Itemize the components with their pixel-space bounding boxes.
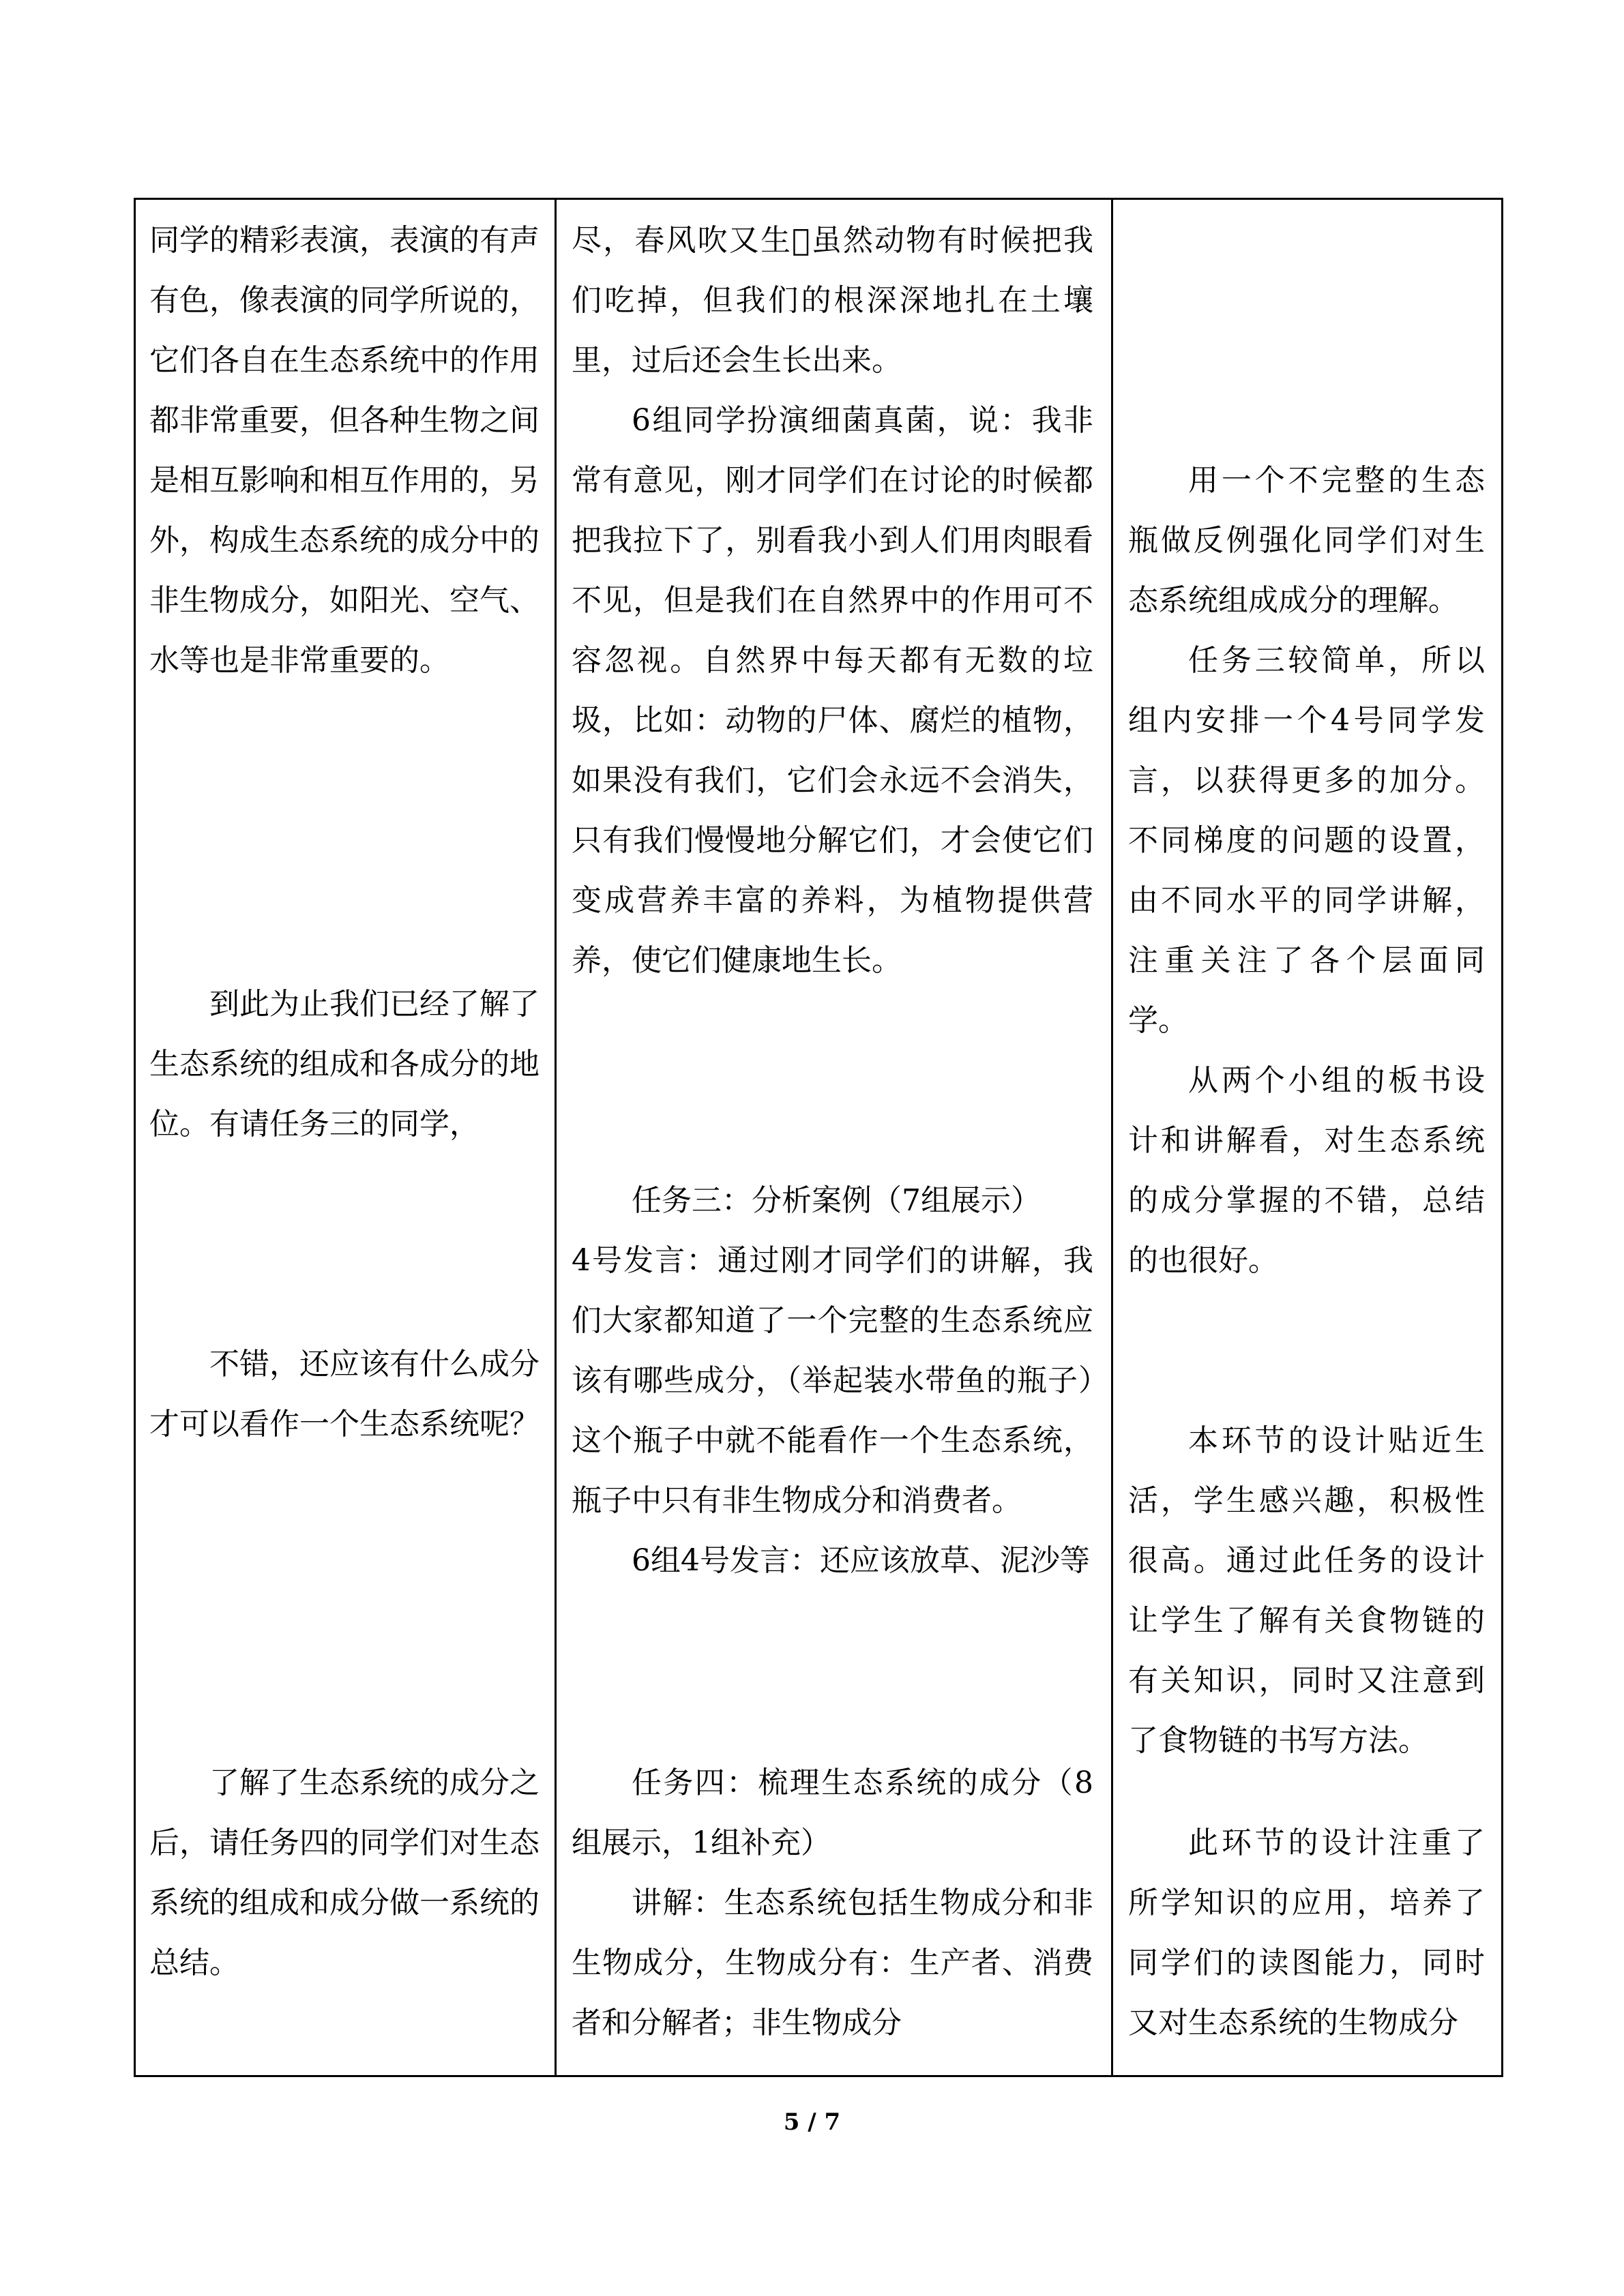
design-paragraph: 任务三较简单，所以组内安排一个4号同学发言，以获得更多的加分。不同梯度的问题的设置，由不同水平的同学讲解，注重关注了各个层面同学。 bbox=[1128, 643, 1485, 1038]
page-number: 5 / 7 bbox=[783, 2108, 841, 2136]
table-row bbox=[135, 199, 1503, 2076]
student-paragraph: 尽，春风吹又生 虽然动物有时候把我们吃掉，但我们的根深深地扎在土壤里，过后还会生长出来。 bbox=[572, 223, 1093, 378]
student-paragraph: 6组同学扮演细菌真菌，说：我非常有意见，刚才同学们在讨论的时候都把我拉下了，别看我小到人们用肉眼看不见，但是我们在自然界中的作用可不容忽视。自然界中每天都有无数的垃圾，比如：动物的尸体、腐烂的植物，如果没有我们，它们会永远不会消失，只有我们慢慢地分解它们，才会使它们变成营养丰富的养料，为植物提供营养，使它们健康地生长。 bbox=[572, 403, 1093, 978]
student-paragraph: 6组4号发言：还应该放草、泥沙等 bbox=[632, 1543, 1090, 1578]
teacher-paragraph: 了解了生态系统的成分之后，请任务四的同学们对生态系统的组成和成分做一系统的总结。 bbox=[149, 1765, 540, 1980]
student-paragraph: 讲解：生态系统包括生物成分和非生物成分，生物成分有：生产者、消费者和分解者；非生物成分 bbox=[572, 1885, 1093, 2040]
student-paragraph: 任务四：梳理生态系统的成分（8组展示，1组补充） bbox=[572, 1765, 1093, 1860]
teacher-paragraph: 到此为止我们已经了解了生态系统的组成和各成分的地位。有请任务三的同学， bbox=[149, 987, 540, 1142]
student-activity-cell bbox=[556, 199, 1112, 2076]
teacher-activity-cell bbox=[135, 199, 556, 2076]
student-paragraph: 4号发言：通过刚才同学们的讲解，我们大家都知道了一个完整的生态系统应该有哪些成分，（举起装水带鱼的瓶子）这个瓶子中就不能看作一个生态系统，瓶子中只有非生物成分和消费者。 bbox=[572, 1243, 1093, 1518]
teacher-paragraph: 不错，还应该有什么成分才可以看作一个生态系统呢？ bbox=[149, 1347, 540, 1442]
design-paragraph: 用一个不完整的生态瓶做反例强化同学们对生态系统组成成分的理解。 bbox=[1128, 463, 1485, 618]
design-paragraph: 本环节的设计贴近生活，学生感兴趣，积极性很高。通过此任务的设计让学生了解有关食物链的有关知识，同时又注意到了食物链的书写方法。 bbox=[1128, 1423, 1485, 1758]
design-intent-cell bbox=[1112, 199, 1503, 2076]
design-paragraph: 此环节的设计注重了所学知识的应用，培养了同学们的读图能力，同时又对生态系统的生物成分 bbox=[1128, 1825, 1485, 2040]
student-paragraph: 任务三：分析案例（7组展示） bbox=[632, 1183, 1041, 1218]
design-paragraph: 从两个小组的板书设计和讲解看，对生态系统的成分掌握的不错，总结的也很好。 bbox=[1128, 1063, 1485, 1278]
teacher-paragraph: 同学的精彩表演，表演的有声有色，像表演的同学所说的，它们各自在生态系统中的作用都非常重要，但各种生物之间是相互影响和相互作用的，另外，构成生态系统的成分中的非生物成分，如阳光、空气、水等也是非常重要的。 bbox=[149, 223, 540, 678]
lesson-plan-table bbox=[134, 198, 1503, 2077]
